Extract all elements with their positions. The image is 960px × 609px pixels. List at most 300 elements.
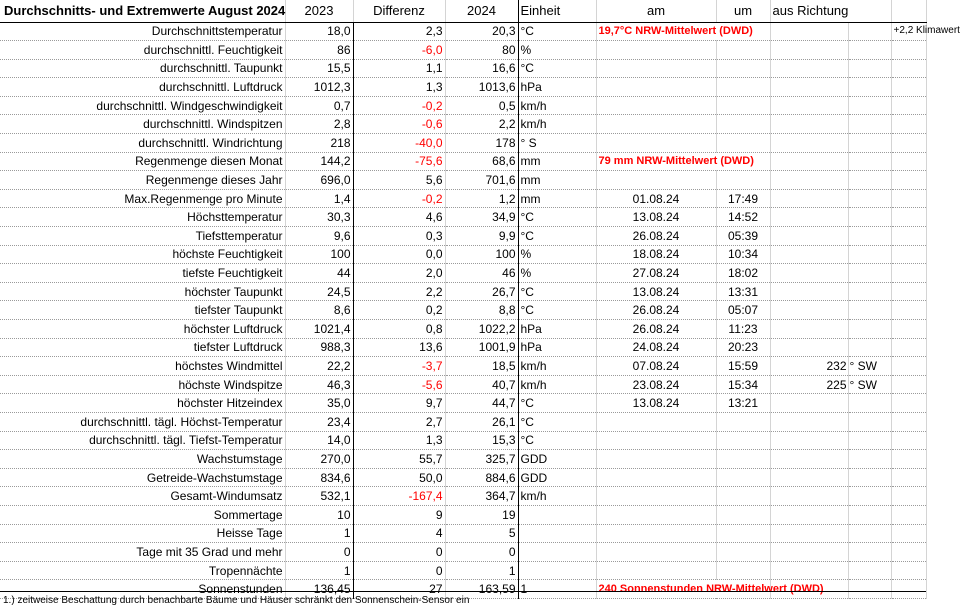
value-diff: 1,3	[353, 431, 445, 450]
table-row	[0, 264, 926, 283]
col-header-um: um	[716, 0, 770, 22]
direction-degrees: 225	[770, 375, 848, 394]
direction-name	[848, 394, 891, 413]
extra-cell	[891, 301, 926, 320]
direction-degrees	[770, 543, 848, 562]
col-header-diff: Differenz	[353, 0, 445, 22]
value-2023: 46,3	[285, 375, 353, 394]
time-cell: 13:21	[716, 394, 770, 413]
value-2024: 364,7	[445, 487, 518, 506]
value-2024: 26,7	[445, 282, 518, 301]
direction-name	[848, 227, 891, 246]
value-2024: 701,6	[445, 171, 518, 190]
extra-cell	[891, 171, 926, 190]
direction-degrees	[770, 59, 848, 78]
value-2023: 23,4	[285, 412, 353, 431]
row-label: Regenmenge dieses Jahr	[0, 171, 285, 190]
date-cell	[596, 412, 716, 431]
direction-degrees	[770, 412, 848, 431]
row-label: Max.Regenmenge pro Minute	[0, 189, 285, 208]
direction-name	[848, 152, 891, 171]
value-diff: 2,2	[353, 282, 445, 301]
unit-cell: km/h	[518, 487, 596, 506]
unit-cell: °C	[518, 301, 596, 320]
time-cell	[716, 524, 770, 543]
direction-name	[848, 543, 891, 562]
date-cell	[596, 134, 716, 153]
value-2023: 144,2	[285, 152, 353, 171]
row-label: Tage mit 35 Grad und mehr	[0, 543, 285, 562]
value-diff: 5,6	[353, 171, 445, 190]
time-cell	[716, 543, 770, 562]
value-diff: 0,8	[353, 320, 445, 339]
direction-degrees	[770, 96, 848, 115]
value-2024: 15,3	[445, 431, 518, 450]
extra-cell	[891, 152, 926, 171]
time-cell: 18:02	[716, 264, 770, 283]
value-diff: 0	[353, 543, 445, 562]
value-diff: 0	[353, 561, 445, 580]
note-cell: 79 mm NRW-Mittelwert (DWD)	[596, 152, 770, 171]
row-label: durchschnittl. tägl. Höchst-Temperatur	[0, 412, 285, 431]
extra-cell	[891, 227, 926, 246]
note-cell: 240 Sonnenstunden NRW-Mittelwert (DWD)	[596, 580, 770, 599]
row-label: höchste Windspitze	[0, 375, 285, 394]
unit-cell: °C	[518, 208, 596, 227]
col-header-direction: aus Richtung	[770, 0, 891, 22]
unit-cell: km/h	[518, 357, 596, 376]
value-diff: 0,0	[353, 245, 445, 264]
unit-cell: km/h	[518, 115, 596, 134]
value-2024: 100	[445, 245, 518, 264]
value-2023: 10	[285, 505, 353, 524]
value-2024: 0	[445, 543, 518, 562]
value-diff: 0,3	[353, 227, 445, 246]
value-2024: 16,6	[445, 59, 518, 78]
value-2023: 696,0	[285, 171, 353, 190]
time-cell	[716, 171, 770, 190]
value-2023: 1,4	[285, 189, 353, 208]
table-row	[0, 357, 926, 376]
time-cell: 14:52	[716, 208, 770, 227]
extra-cell	[891, 59, 926, 78]
unit-cell: °C	[518, 282, 596, 301]
unit-cell	[518, 543, 596, 562]
direction-degrees	[770, 245, 848, 264]
direction-degrees	[770, 450, 848, 469]
value-2024: 18,5	[445, 357, 518, 376]
value-2023: 136,45	[285, 580, 353, 599]
time-cell: 05:39	[716, 227, 770, 246]
date-cell: 23.08.24	[596, 375, 716, 394]
direction-degrees	[770, 561, 848, 580]
time-cell: 20:23	[716, 338, 770, 357]
value-2023: 1021,4	[285, 320, 353, 339]
direction-degrees	[770, 505, 848, 524]
direction-degrees: 232	[770, 357, 848, 376]
time-cell	[716, 59, 770, 78]
table-row	[0, 468, 926, 487]
value-2023: 9,6	[285, 227, 353, 246]
value-2024: 68,6	[445, 152, 518, 171]
direction-name	[848, 505, 891, 524]
direction-name	[848, 41, 891, 60]
direction-name: ° SW	[848, 357, 891, 376]
direction-degrees	[770, 78, 848, 97]
value-2024: 163,59	[445, 580, 518, 599]
unit-cell	[518, 524, 596, 543]
direction-name	[848, 487, 891, 506]
value-2023: 218	[285, 134, 353, 153]
extra-cell	[891, 320, 926, 339]
row-label: Gesamt-Windumsatz	[0, 487, 285, 506]
unit-cell: mm	[518, 171, 596, 190]
direction-degrees	[770, 264, 848, 283]
unit-cell: ° S	[518, 134, 596, 153]
date-cell: 26.08.24	[596, 227, 716, 246]
extra-cell	[891, 264, 926, 283]
table-row	[0, 394, 926, 413]
value-diff: 9,7	[353, 394, 445, 413]
extra-cell	[891, 41, 926, 60]
value-diff: 2,3	[353, 22, 445, 41]
row-label: Tiefsttemperatur	[0, 227, 285, 246]
date-cell	[596, 450, 716, 469]
time-cell	[716, 505, 770, 524]
unit-cell: hPa	[518, 338, 596, 357]
time-cell	[716, 450, 770, 469]
value-2023: 8,6	[285, 301, 353, 320]
direction-degrees	[770, 468, 848, 487]
extra-cell	[891, 134, 926, 153]
extra-cell	[891, 189, 926, 208]
table-row	[0, 22, 926, 41]
table-row	[0, 227, 926, 246]
value-2024: 2,2	[445, 115, 518, 134]
time-cell	[716, 134, 770, 153]
value-diff: 0,2	[353, 301, 445, 320]
direction-name	[848, 134, 891, 153]
value-2023: 35,0	[285, 394, 353, 413]
direction-name	[848, 189, 891, 208]
table-row	[0, 375, 926, 394]
value-2024: 1022,2	[445, 320, 518, 339]
value-diff: -75,6	[353, 152, 445, 171]
direction-name	[848, 338, 891, 357]
time-cell: 15:59	[716, 357, 770, 376]
time-cell	[716, 431, 770, 450]
row-label: tiefste Feuchtigkeit	[0, 264, 285, 283]
value-diff: -3,7	[353, 357, 445, 376]
extra-cell	[891, 78, 926, 97]
table-row	[0, 152, 926, 171]
extra-cell	[891, 524, 926, 543]
table-row	[0, 561, 926, 580]
unit-cell: mm	[518, 152, 596, 171]
value-2024: 884,6	[445, 468, 518, 487]
direction-name	[848, 78, 891, 97]
value-diff: 27	[353, 580, 445, 599]
date-cell: 27.08.24	[596, 264, 716, 283]
value-2024: 26,1	[445, 412, 518, 431]
direction-name	[848, 450, 891, 469]
value-2024: 178	[445, 134, 518, 153]
date-cell: 24.08.24	[596, 338, 716, 357]
direction-degrees	[770, 152, 848, 171]
row-label: Höchsttemperatur	[0, 208, 285, 227]
table-row	[0, 245, 926, 264]
date-cell: 07.08.24	[596, 357, 716, 376]
table-row	[0, 96, 926, 115]
value-diff: 2,0	[353, 264, 445, 283]
extra-cell	[891, 543, 926, 562]
date-cell	[596, 524, 716, 543]
direction-name	[848, 412, 891, 431]
unit-cell: %	[518, 41, 596, 60]
table-row	[0, 282, 926, 301]
row-label: tiefster Luftdruck	[0, 338, 285, 357]
value-diff: -167,4	[353, 487, 445, 506]
table-row	[0, 171, 926, 190]
value-2024: 9,9	[445, 227, 518, 246]
direction-degrees	[770, 320, 848, 339]
value-2023: 44	[285, 264, 353, 283]
value-2023: 0	[285, 543, 353, 562]
unit-cell	[518, 561, 596, 580]
unit-cell: °C	[518, 59, 596, 78]
value-2023: 15,5	[285, 59, 353, 78]
row-label: Sommertage	[0, 505, 285, 524]
value-diff: -0,2	[353, 96, 445, 115]
direction-degrees	[770, 301, 848, 320]
value-2024: 1001,9	[445, 338, 518, 357]
time-cell	[716, 78, 770, 97]
extra-cell	[891, 394, 926, 413]
footnote: 1.) zeitweise Beschattung durch benachbarte Bäume und Häuser schränkt den Sonnenschein-Sensor ein	[0, 591, 926, 609]
unit-cell: km/h	[518, 375, 596, 394]
row-label: Heisse Tage	[0, 524, 285, 543]
table-row	[0, 134, 926, 153]
unit-cell: °C	[518, 412, 596, 431]
table-row	[0, 189, 926, 208]
value-2023: 1	[285, 561, 353, 580]
value-2024: 1	[445, 561, 518, 580]
value-diff: 2,7	[353, 412, 445, 431]
table-row	[0, 208, 926, 227]
table-row	[0, 412, 926, 431]
direction-name	[848, 245, 891, 264]
extra-cell	[891, 450, 926, 469]
direction-name	[848, 524, 891, 543]
direction-name	[848, 264, 891, 283]
table-row	[0, 115, 926, 134]
table-row	[0, 320, 926, 339]
value-diff: 1,3	[353, 78, 445, 97]
value-2024: 34,9	[445, 208, 518, 227]
value-diff: 1,1	[353, 59, 445, 78]
direction-degrees	[770, 41, 848, 60]
extra-cell	[891, 561, 926, 580]
unit-cell: km/h	[518, 96, 596, 115]
extra-cell	[891, 487, 926, 506]
row-label: Tropennächte	[0, 561, 285, 580]
value-2023: 30,3	[285, 208, 353, 227]
direction-degrees	[770, 227, 848, 246]
unit-cell: GDD	[518, 450, 596, 469]
time-cell	[716, 41, 770, 60]
value-2024: 0,5	[445, 96, 518, 115]
extra-cell: +2,2 Klimawert	[891, 22, 926, 41]
extra-cell	[891, 245, 926, 264]
row-label: durchschnittl. Luftdruck	[0, 78, 285, 97]
row-label: Getreide-Wachstumstage	[0, 468, 285, 487]
date-cell: 18.08.24	[596, 245, 716, 264]
date-cell	[596, 59, 716, 78]
value-2024: 1013,6	[445, 78, 518, 97]
direction-degrees	[770, 134, 848, 153]
time-cell: 10:34	[716, 245, 770, 264]
direction-degrees	[770, 171, 848, 190]
direction-name	[848, 282, 891, 301]
value-diff: -6,0	[353, 41, 445, 60]
table-row	[0, 78, 926, 97]
col-header-2023: 2023	[285, 0, 353, 22]
time-cell: 13:31	[716, 282, 770, 301]
value-2024: 1,2	[445, 189, 518, 208]
row-label: höchster Luftdruck	[0, 320, 285, 339]
direction-name	[848, 301, 891, 320]
date-cell	[596, 41, 716, 60]
value-2023: 14,0	[285, 431, 353, 450]
col-header-am: am	[596, 0, 716, 22]
direction-degrees	[770, 208, 848, 227]
value-2024: 40,7	[445, 375, 518, 394]
direction-degrees	[770, 282, 848, 301]
row-label: tiefster Taupunkt	[0, 301, 285, 320]
row-label: durchschnittl. Taupunkt	[0, 59, 285, 78]
time-cell	[716, 96, 770, 115]
extra-cell	[891, 505, 926, 524]
value-diff: -40,0	[353, 134, 445, 153]
direction-degrees	[770, 431, 848, 450]
direction-name	[848, 468, 891, 487]
value-2024: 20,3	[445, 22, 518, 41]
value-2023: 988,3	[285, 338, 353, 357]
date-cell	[596, 561, 716, 580]
value-2023: 22,2	[285, 357, 353, 376]
value-diff: -0,2	[353, 189, 445, 208]
unit-cell: %	[518, 245, 596, 264]
date-cell	[596, 487, 716, 506]
row-label: durchschnittl. Feuchtigkeit	[0, 41, 285, 60]
time-cell	[716, 115, 770, 134]
direction-name	[848, 431, 891, 450]
table-row	[0, 543, 926, 562]
extra-cell	[891, 282, 926, 301]
date-cell	[596, 431, 716, 450]
time-cell	[716, 468, 770, 487]
date-cell: 13.08.24	[596, 208, 716, 227]
table-row	[0, 431, 926, 450]
value-diff: 55,7	[353, 450, 445, 469]
row-label: höchster Hitzeindex	[0, 394, 285, 413]
row-label: durchschnittl. Windgeschwindigkeit	[0, 96, 285, 115]
table-row	[0, 450, 926, 469]
date-cell	[596, 115, 716, 134]
value-2023: 86	[285, 41, 353, 60]
extra-cell	[891, 115, 926, 134]
direction-name	[848, 96, 891, 115]
time-cell	[716, 561, 770, 580]
row-label: Regenmenge diesen Monat	[0, 152, 285, 171]
table-row	[0, 338, 926, 357]
direction-degrees	[770, 524, 848, 543]
table-row	[0, 301, 926, 320]
direction-degrees	[770, 394, 848, 413]
value-2024: 44,7	[445, 394, 518, 413]
value-2023: 834,6	[285, 468, 353, 487]
col-header-2024: 2024	[445, 0, 518, 22]
value-diff: -0,6	[353, 115, 445, 134]
unit-cell: %	[518, 264, 596, 283]
direction-name	[848, 171, 891, 190]
value-2023: 2,8	[285, 115, 353, 134]
table-row	[0, 505, 926, 524]
unit-cell: GDD	[518, 468, 596, 487]
value-2024: 80	[445, 41, 518, 60]
unit-cell: °C	[518, 431, 596, 450]
direction-degrees	[770, 338, 848, 357]
date-cell: 13.08.24	[596, 282, 716, 301]
time-cell: 11:23	[716, 320, 770, 339]
extra-cell	[891, 412, 926, 431]
extra-cell	[891, 468, 926, 487]
value-2023: 100	[285, 245, 353, 264]
row-label: Sonnenstunden	[0, 580, 285, 599]
date-cell: 01.08.24	[596, 189, 716, 208]
direction-name	[848, 208, 891, 227]
extra-cell	[891, 96, 926, 115]
date-cell: 26.08.24	[596, 320, 716, 339]
value-2023: 0,7	[285, 96, 353, 115]
value-2023: 532,1	[285, 487, 353, 506]
direction-name	[848, 561, 891, 580]
col-header-unit: Einheit	[518, 0, 596, 22]
date-cell	[596, 96, 716, 115]
value-diff: 50,0	[353, 468, 445, 487]
value-2024: 46	[445, 264, 518, 283]
time-cell: 05:07	[716, 301, 770, 320]
value-diff: 13,6	[353, 338, 445, 357]
date-cell	[596, 543, 716, 562]
value-2023: 24,5	[285, 282, 353, 301]
value-diff: 9	[353, 505, 445, 524]
value-2023: 18,0	[285, 22, 353, 41]
table-row	[0, 41, 926, 60]
time-cell	[716, 487, 770, 506]
value-diff: -5,6	[353, 375, 445, 394]
unit-cell: 1	[518, 580, 596, 599]
direction-degrees	[770, 115, 848, 134]
date-cell	[596, 171, 716, 190]
table-title: Durchschnitts- und Extremwerte August 2024	[0, 0, 285, 22]
table-row	[0, 59, 926, 78]
value-2023: 1	[285, 524, 353, 543]
value-diff: 4	[353, 524, 445, 543]
value-2023: 1012,3	[285, 78, 353, 97]
row-label: höchstes Windmittel	[0, 357, 285, 376]
row-label: durchschnittl. tägl. Tiefst-Temperatur	[0, 431, 285, 450]
